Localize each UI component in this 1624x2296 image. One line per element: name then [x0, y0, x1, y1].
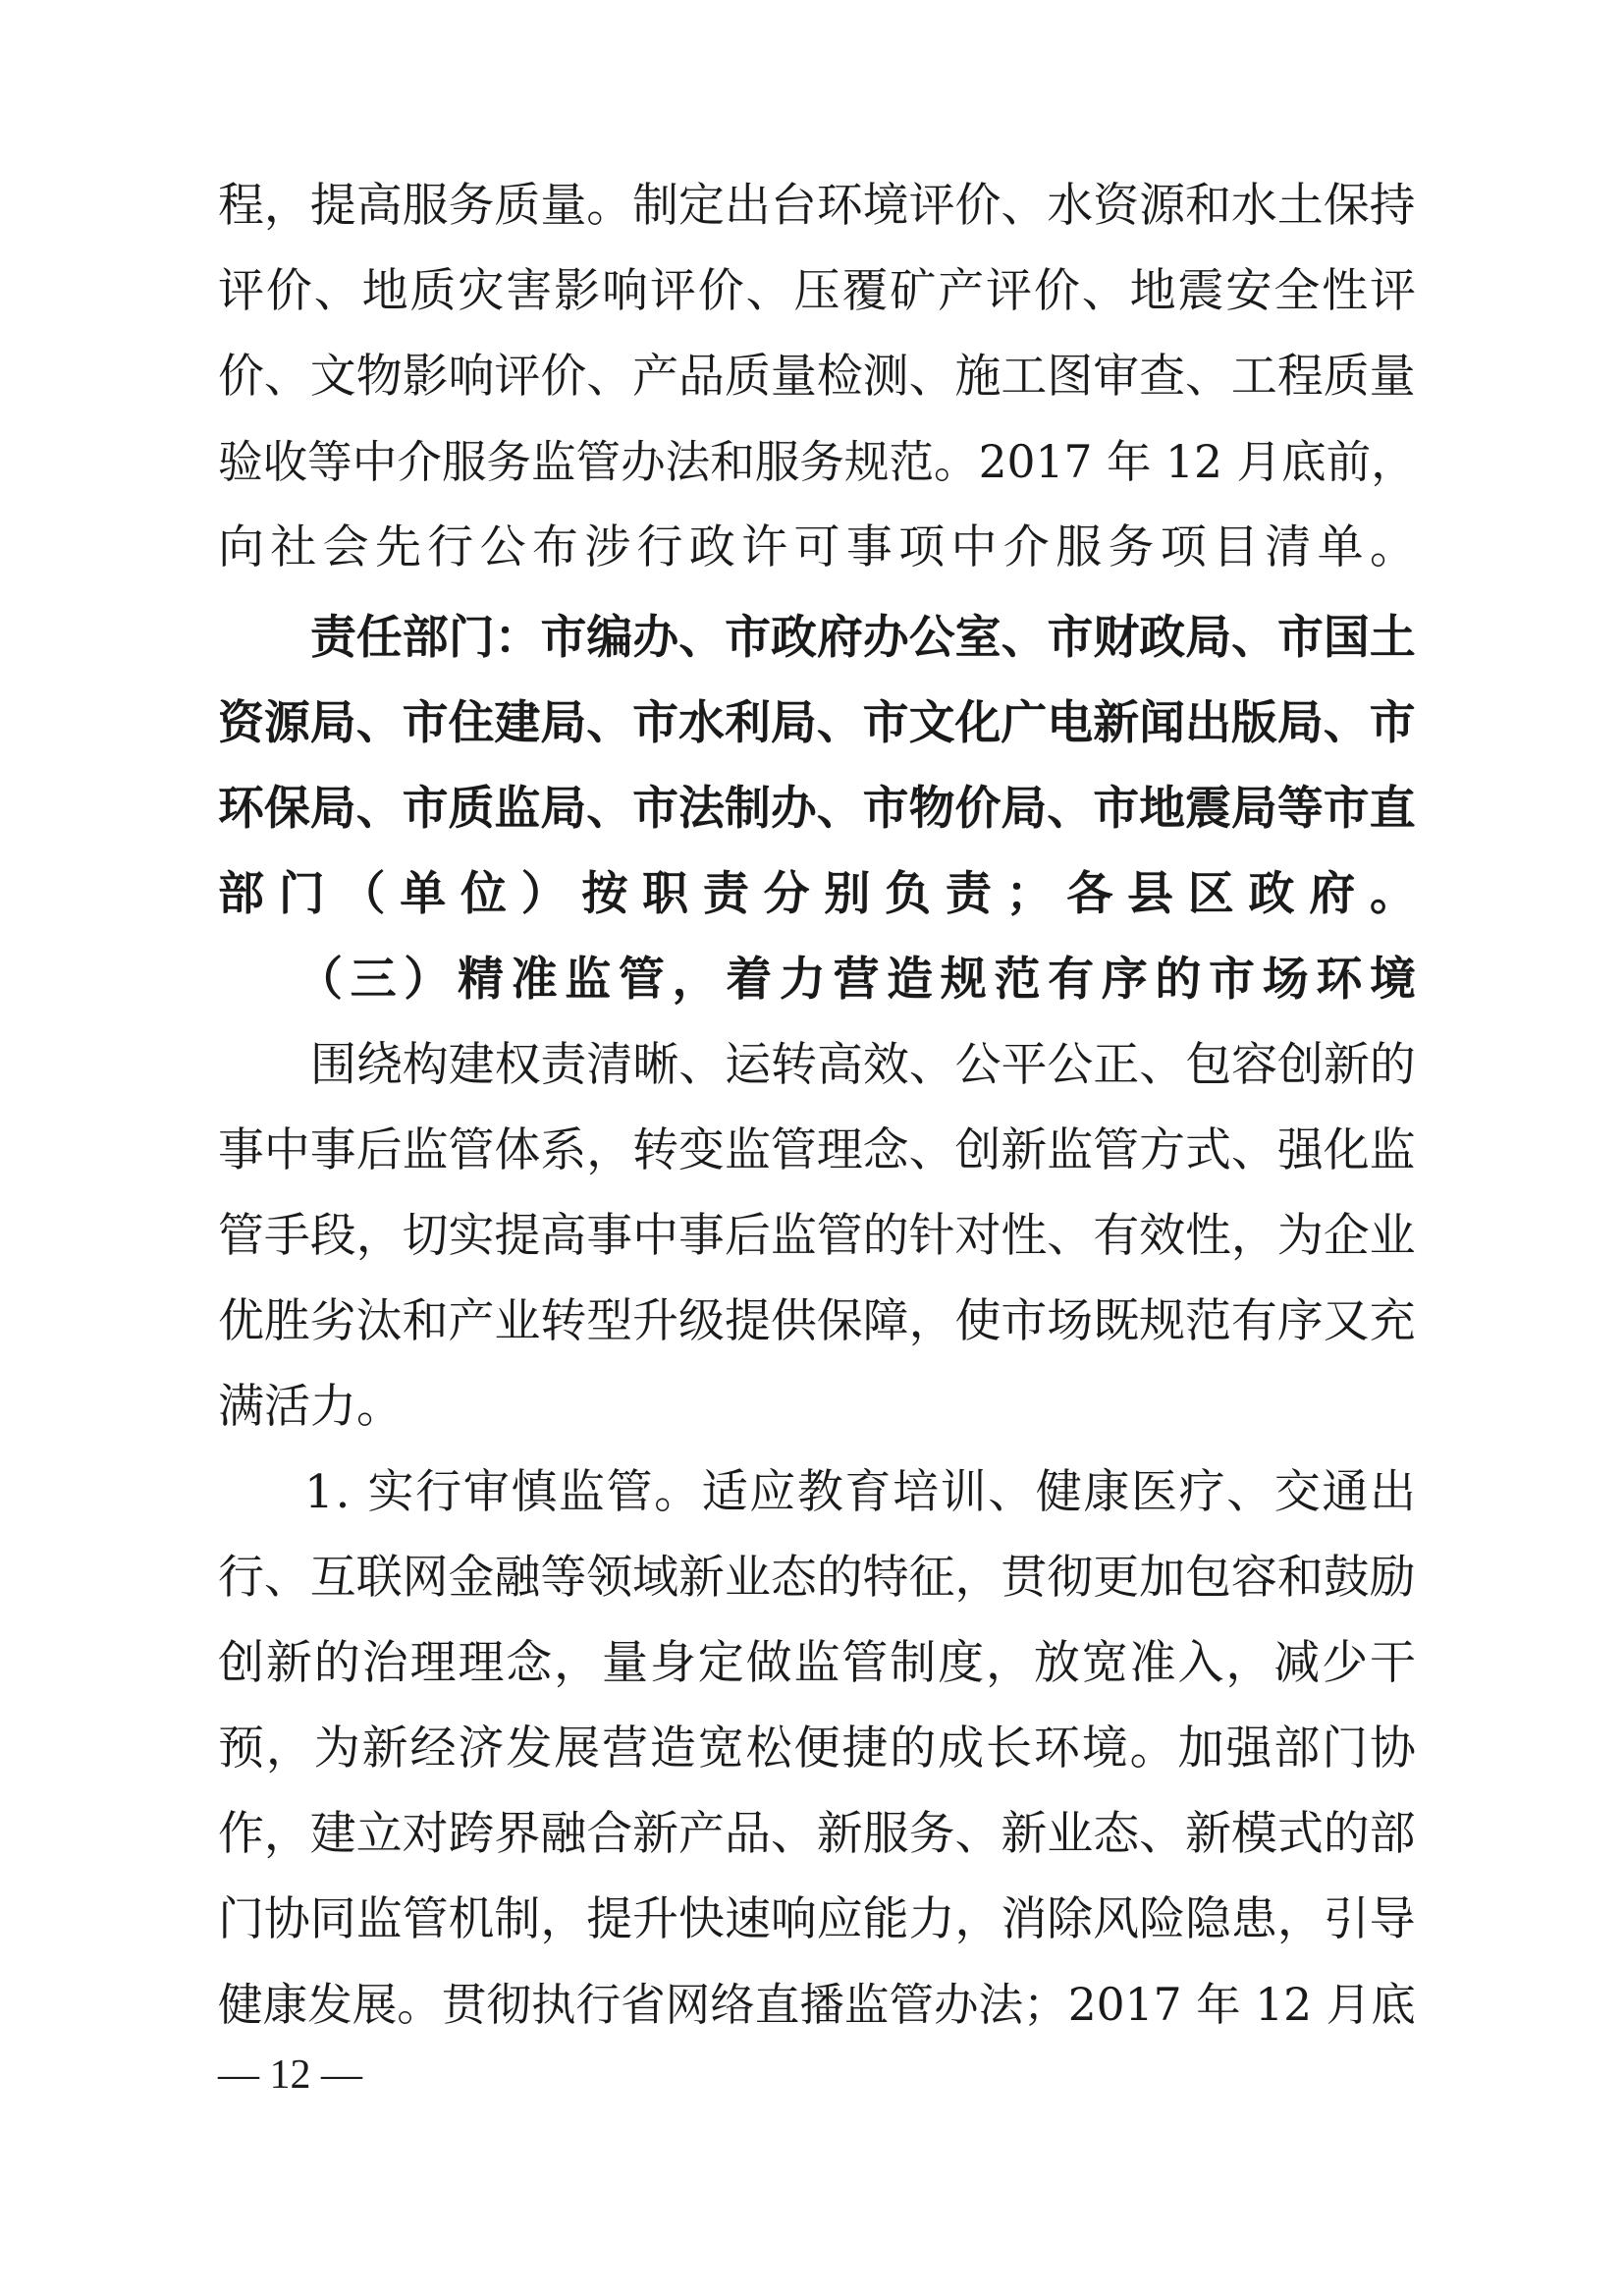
text-line: 程，提高服务质量。制定出台环境评价、水资源和水土保持: [218, 179, 1416, 233]
text-line: 创新的治理理念，量身定做监管制度，放宽准入，减少干: [218, 1636, 1418, 1690]
section-heading: （三）精准监管，着力营造规范有序的市场环境: [297, 953, 1424, 1007]
text-line: 健康发展。贯彻执行省网络直播监管办法；2017 年 12 月底: [218, 1979, 1416, 2031]
text-line: 行、互联网金融等领域新业态的特征，贯彻更加包容和鼓励: [218, 1551, 1416, 1605]
responsible-departments-line: 资源局、市住建局、市水利局、市文化广电新闻出版局、市: [218, 696, 1416, 750]
text-line: 向社会先行公布涉行政许可事项中介服务项目清单。: [218, 520, 1423, 574]
text-line: 门协同监管机制，提升快速响应能力，消除风险隐患，引导: [218, 1892, 1416, 1946]
responsible-departments-line: 部门（单位）按职责分别负责；各县区政府。: [218, 867, 1431, 921]
text-line: 优胜劣汰和产业转型升级提供保障，使市场既规范有序又充: [218, 1294, 1416, 1348]
text-line: 作，建立对跨界融合新产品、新服务、新业态、新模式的部: [218, 1807, 1416, 1861]
responsible-departments-line: 责任部门：市编办、市政府办公室、市财政局、市国土: [310, 611, 1416, 665]
page-number: — 12 —: [218, 2052, 362, 2098]
text-line: 满活力。: [218, 1380, 403, 1434]
responsible-departments-line: 环保局、市质监局、市法制办、市物价局、市地震局等市直: [218, 782, 1416, 836]
text-line: 评价、地质灾害影响评价、压覆矿产评价、地震安全性评: [218, 264, 1418, 318]
text-line: 价、文物影响评价、产品质量检测、施工图审查、工程质量: [218, 350, 1416, 404]
text-line: 验收等中介服务监管办法和服务规范。2017 年 12 月底前，: [218, 436, 1416, 488]
text-line: 1. 实行审慎监管。适应教育培训、健康医疗、交通出: [304, 1465, 1418, 1519]
text-line: 围绕构建权责清晰、运转高效、公平公正、包容创新的: [310, 1038, 1416, 1092]
text-line: 事中事后监管体系，转变监管理念、创新监管方式、强化监: [218, 1123, 1416, 1177]
text-line: 预，为新经济发展营造宽松便捷的成长环境。加强部门协: [218, 1722, 1418, 1776]
text-line: 管手段，切实提高事中事后监管的针对性、有效性，为企业: [218, 1209, 1416, 1263]
